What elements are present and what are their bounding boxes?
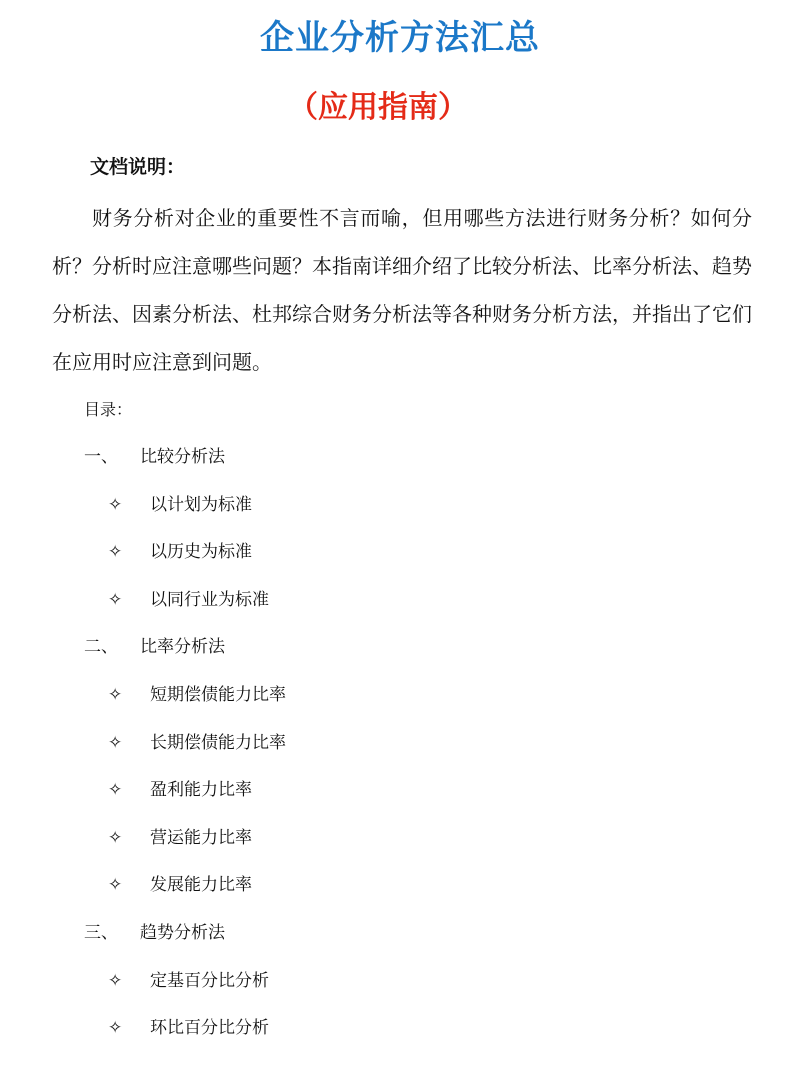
toc-item-label: 以历史为标准	[150, 542, 252, 563]
toc-section-label: 趋势分析法	[140, 922, 225, 943]
toc-item	[0, 958, 800, 1006]
toc-item	[0, 482, 800, 530]
toc-item-label: 环比百分比分析	[150, 1018, 269, 1039]
toc-section	[0, 434, 800, 482]
toc-item	[0, 577, 800, 625]
table-of-contents	[0, 434, 800, 1053]
toc-item	[0, 672, 800, 720]
toc-item-label: 定基百分比分析	[150, 970, 269, 991]
toc-item-label: 以计划为标准	[150, 494, 252, 515]
four-pointed-star-icon: ✧	[108, 732, 123, 753]
toc-section-label: 比较分析法	[140, 447, 225, 467]
four-pointed-star-icon: ✧	[108, 684, 123, 705]
toc-item	[0, 720, 800, 768]
toc-label: 目录：	[84, 400, 133, 419]
four-pointed-star-icon: ✧	[108, 970, 123, 991]
four-pointed-star-icon: ✧	[108, 827, 123, 848]
toc-item	[0, 815, 800, 863]
toc-item-label: 以同行业为标准	[150, 589, 269, 610]
toc-item-label: 盈利能力比率	[150, 780, 252, 801]
toc-section-label: 比率分析法	[140, 637, 225, 658]
toc-item	[0, 767, 800, 815]
toc-item	[0, 1005, 800, 1053]
toc-section	[0, 910, 800, 958]
toc-section-number: 二、	[84, 637, 118, 658]
four-pointed-star-icon: ✧	[108, 542, 123, 563]
toc-item-label: 长期偿债能力比率	[150, 732, 286, 753]
section-label: 文档说明：	[90, 156, 186, 178]
toc-section	[0, 624, 800, 672]
document-subtitle: （应用指南）	[288, 90, 468, 125]
toc-item-label: 发展能力比率	[150, 875, 252, 896]
toc-item-label: 短期偿债能力比率	[150, 684, 286, 705]
toc-item	[0, 529, 800, 577]
intro-paragraph: 财务分析对企业的重要性不言而喻，但用哪些方法进行财务分析？如何分析？分析时应注意哪些问题？本指南详细介绍了比较分析法、比率分析法、趋势分析法、因素分析法、杜邦综合财务分析法等各种财务分析方法，并指出了它们在应用时应注意到问题。	[52, 206, 752, 374]
four-pointed-star-icon: ✧	[108, 875, 123, 896]
four-pointed-star-icon: ✧	[108, 494, 123, 515]
toc-item	[0, 862, 800, 910]
document-title: 企业分析方法汇总	[260, 18, 540, 58]
toc-section-number: 一、	[84, 447, 118, 467]
four-pointed-star-icon: ✧	[108, 780, 123, 801]
toc-item-label: 营运能力比率	[150, 827, 252, 848]
toc-section-number: 三、	[84, 922, 118, 943]
four-pointed-star-icon: ✧	[108, 1018, 123, 1039]
four-pointed-star-icon: ✧	[108, 589, 123, 610]
